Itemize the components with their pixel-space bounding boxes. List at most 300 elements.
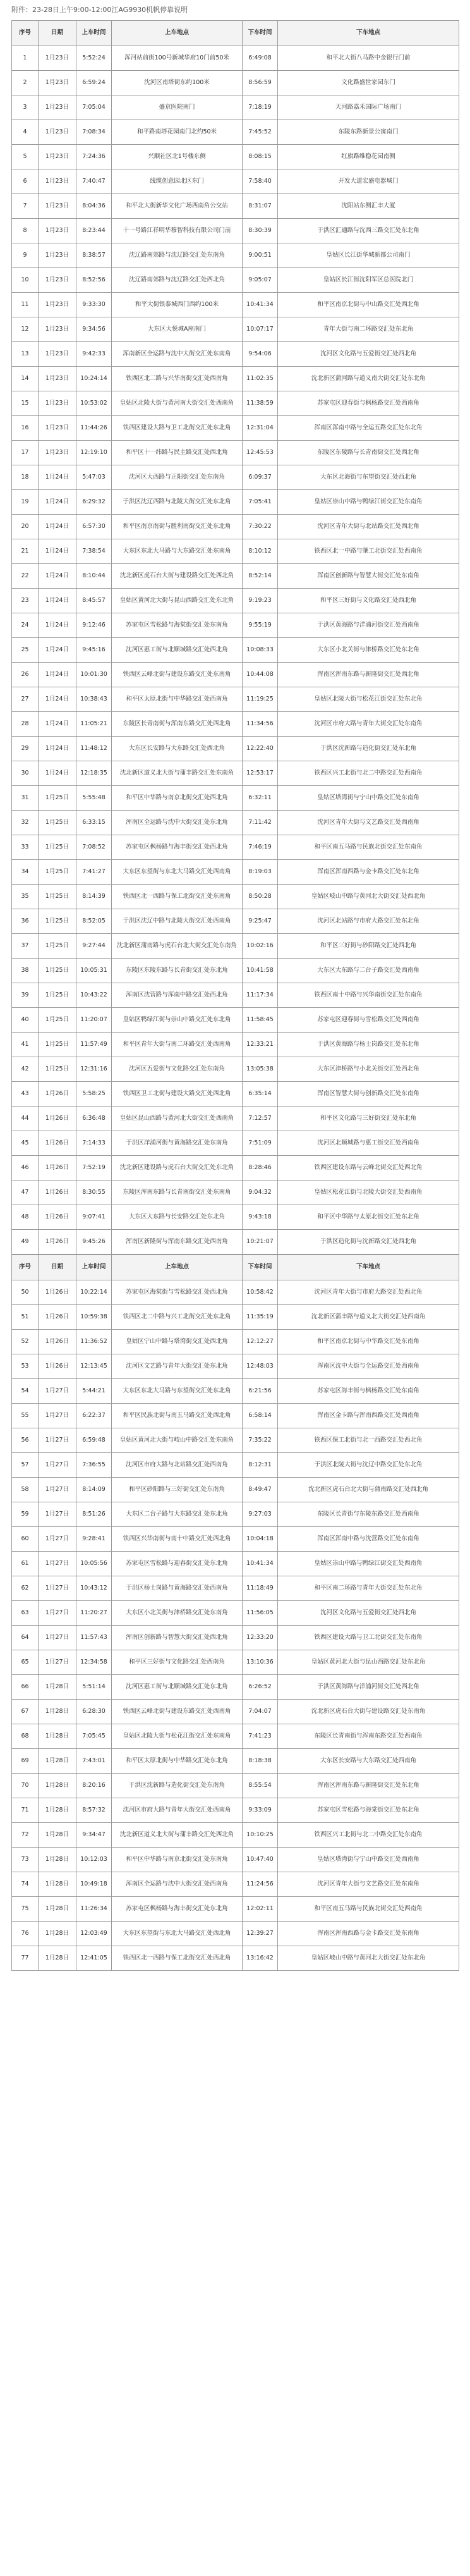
table-row	[12, 46, 459, 71]
cell-alight-location: 于洪区沈新路与造化街交汇处东北角	[278, 737, 459, 761]
cell-board-location: 大东区东望街与东北大马路交汇处西北角	[112, 1922, 243, 1946]
cell-alight-time: 11:19:25	[243, 687, 278, 712]
cell-date: 1月26日	[39, 1156, 76, 1181]
cell-board-location: 皇姑区黄河北大街与岐山中路交汇处东南角	[112, 1428, 243, 1453]
header-date: 日期	[39, 21, 76, 46]
cell-alight-time: 7:05:41	[243, 490, 278, 515]
cell-alight-time: 10:41:34	[243, 293, 278, 317]
table-row	[12, 1033, 459, 1057]
cell-date: 1月24日	[39, 515, 76, 539]
cell-board-location: 苏家屯区海棠街与雪松路交汇处西北角	[112, 1280, 243, 1305]
cell-index: 11	[12, 293, 39, 317]
cell-date: 1月28日	[39, 1823, 76, 1848]
cell-board-location: 浑南区创新路与智慧大街交汇处西北角	[112, 1626, 243, 1650]
cell-date: 1月24日	[39, 490, 76, 515]
cell-board-location: 苏家屯区枫杨路与海丰街交汇处西北角	[112, 835, 243, 860]
cell-alight-time: 8:30:39	[243, 219, 278, 243]
cell-alight-location: 铁西区保工北街与北一西路交汇处西北角	[278, 1428, 459, 1453]
cell-index: 70	[12, 1774, 39, 1798]
cell-alight-time: 7:04:07	[243, 1700, 278, 1724]
cell-date: 1月28日	[39, 1922, 76, 1946]
cell-alight-time: 12:45:53	[243, 441, 278, 465]
cell-alight-time: 8:50:28	[243, 885, 278, 909]
cell-index: 51	[12, 1305, 39, 1330]
header-alight-location: 下车地点	[278, 21, 459, 46]
cell-board-location: 沈河区五爱街与文化路交汇处东南角	[112, 1057, 243, 1082]
cell-alight-location: 和平区中华路与太原北街交汇处东北角	[278, 1205, 459, 1230]
cell-date: 1月23日	[39, 95, 76, 120]
table-row	[12, 1230, 459, 1254]
cell-board-location: 大东区大悦城A座南门	[112, 317, 243, 342]
cell-board-location: 东陵区浑南东路与长青南街交汇处东南角	[112, 1181, 243, 1205]
table-row	[12, 589, 459, 613]
cell-index: 40	[12, 1008, 39, 1033]
cell-board-time: 9:34:56	[76, 317, 112, 342]
cell-alight-time: 10:41:58	[243, 959, 278, 983]
cell-index: 69	[12, 1749, 39, 1774]
cell-alight-location: 和平区三好街与文化路交汇处西北角	[278, 589, 459, 613]
cell-board-time: 12:13:45	[76, 1354, 112, 1379]
cell-date: 1月23日	[39, 391, 76, 416]
cell-board-time: 9:33:30	[76, 293, 112, 317]
cell-alight-location: 于洪区黄海路与杨士岗路交汇处东北角	[278, 1033, 459, 1057]
cell-board-time: 9:34:47	[76, 1823, 112, 1848]
table-row	[12, 860, 459, 885]
cell-alight-location: 青年大街与南二环路交汇处东北角	[278, 317, 459, 342]
cell-board-time: 9:28:41	[76, 1527, 112, 1552]
cell-alight-location: 大东区长安路与大东路交汇处西南角	[278, 1749, 459, 1774]
cell-alight-location: 浑南区浑南中路与沈营路交汇处东南角	[278, 1527, 459, 1552]
cell-index: 54	[12, 1379, 39, 1404]
cell-alight-location: 浑南区浑南西路与金卡路交汇处东北角	[278, 860, 459, 885]
cell-date: 1月26日	[39, 1107, 76, 1131]
table-row	[12, 786, 459, 811]
cell-date: 1月24日	[39, 589, 76, 613]
cell-date: 1月28日	[39, 1897, 76, 1922]
cell-alight-location: 浑南区金卡路与浑南西路交汇处西南角	[278, 1404, 459, 1428]
table-row	[12, 1082, 459, 1107]
cell-alight-location: 浑南区浑南东路与新隆街交汇处东北角	[278, 1774, 459, 1798]
cell-board-time: 8:14:39	[76, 885, 112, 909]
cell-index: 42	[12, 1057, 39, 1082]
cell-alight-time: 11:02:35	[243, 367, 278, 391]
cell-board-location: 铁西区北一西路与保工北街交汇处西北角	[112, 1946, 243, 1971]
cell-board-location: 沈河区惠工街与北顺城路交汇处西北角	[112, 638, 243, 663]
cell-alight-time: 13:16:42	[243, 1946, 278, 1971]
cell-board-time: 10:05:56	[76, 1552, 112, 1576]
table-row	[12, 1404, 459, 1428]
cell-date: 1月27日	[39, 1379, 76, 1404]
cell-board-time: 12:31:16	[76, 1057, 112, 1082]
cell-board-time: 9:45:16	[76, 638, 112, 663]
cell-alight-location: 沈北新区虎石台北大街与蒲南路交汇处西北角	[278, 1478, 459, 1502]
cell-index: 10	[12, 268, 39, 293]
cell-date: 1月27日	[39, 1502, 76, 1527]
cell-alight-time: 12:53:17	[243, 761, 278, 786]
table-row	[12, 1527, 459, 1552]
cell-index: 32	[12, 811, 39, 835]
table-row	[12, 687, 459, 712]
cell-index: 23	[12, 589, 39, 613]
cell-board-location: 和平区太原北街与中华路交汇处东北角	[112, 1749, 243, 1774]
cell-board-location: 皇姑区昆山西路与黄河北大街交汇处西南角	[112, 1107, 243, 1131]
cell-board-time: 10:24:14	[76, 367, 112, 391]
cell-alight-location: 东陵区东陵路与长青南街交汇处西北角	[278, 441, 459, 465]
cell-alight-location: 东陵东路新景公寓南门	[278, 120, 459, 145]
table-row	[12, 1453, 459, 1478]
cell-index: 18	[12, 465, 39, 490]
cell-board-location: 苏家屯区枫杨路与海丰街交汇处东北角	[112, 1897, 243, 1922]
table-row	[12, 1008, 459, 1033]
cell-board-time: 11:20:27	[76, 1601, 112, 1626]
cell-alight-time: 10:10:25	[243, 1823, 278, 1848]
cell-board-location: 沈河区文艺路与青年大街交汇处东北角	[112, 1354, 243, 1379]
cell-index: 26	[12, 663, 39, 687]
cell-date: 1月23日	[39, 46, 76, 71]
table-row	[12, 737, 459, 761]
cell-alight-location: 浑南区浑南西路与金卡路交汇处东南角	[278, 1922, 459, 1946]
table-row	[12, 1205, 459, 1230]
table-row	[12, 268, 459, 293]
cell-date: 1月25日	[39, 959, 76, 983]
header-board-time: 上车时间	[76, 21, 112, 46]
cell-date: 1月27日	[39, 1626, 76, 1650]
cell-board-time: 10:59:38	[76, 1305, 112, 1330]
cell-date: 1月23日	[39, 441, 76, 465]
cell-alight-location: 浑南区浑南中路与全运五路交汇处东北角	[278, 416, 459, 441]
cell-board-time: 6:59:48	[76, 1428, 112, 1453]
cell-board-time: 8:52:05	[76, 909, 112, 934]
table-row	[12, 169, 459, 194]
cell-date: 1月24日	[39, 613, 76, 638]
cell-index: 41	[12, 1033, 39, 1057]
cell-date: 1月23日	[39, 243, 76, 268]
table-row	[12, 1057, 459, 1082]
cell-date: 1月24日	[39, 737, 76, 761]
cell-alight-location: 和平区三好街与砂阳路交汇处西北角	[278, 934, 459, 959]
cell-date: 1月24日	[39, 761, 76, 786]
table-row	[12, 71, 459, 95]
cell-alight-location: 沈北新区蒲丰路与道义北大街交汇处西南角	[278, 1305, 459, 1330]
cell-date: 1月26日	[39, 1181, 76, 1205]
cell-board-time: 7:40:47	[76, 169, 112, 194]
cell-index: 36	[12, 909, 39, 934]
cell-board-time: 10:53:02	[76, 391, 112, 416]
cell-date: 1月25日	[39, 1008, 76, 1033]
cell-board-time: 10:38:43	[76, 687, 112, 712]
cell-index: 21	[12, 539, 39, 564]
table-row	[12, 1897, 459, 1922]
cell-index: 13	[12, 342, 39, 367]
cell-board-location: 大东区小北关街与津桥路交汇处东南角	[112, 1601, 243, 1626]
cell-alight-location: 沈河区市府大路与青年大街交汇处东南角	[278, 712, 459, 737]
cell-date: 1月24日	[39, 663, 76, 687]
cell-date: 1月28日	[39, 1724, 76, 1749]
cell-board-location: 沈河区大西路与正阳街交汇处东南角	[112, 465, 243, 490]
cell-index: 44	[12, 1107, 39, 1131]
cell-board-location: 沈北新区建设路与虎石台大街交汇处东北角	[112, 1156, 243, 1181]
cell-alight-time: 6:21:56	[243, 1379, 278, 1404]
cell-board-time: 9:42:33	[76, 342, 112, 367]
cell-board-time: 11:26:34	[76, 1897, 112, 1922]
cell-alight-time: 10:58:42	[243, 1280, 278, 1305]
table-row	[12, 490, 459, 515]
table-row	[12, 1724, 459, 1749]
cell-alight-time: 6:09:37	[243, 465, 278, 490]
cell-date: 1月27日	[39, 1650, 76, 1675]
cell-board-location: 线缆创意园北区东门	[112, 169, 243, 194]
cell-alight-location: 铁西区建设东路与云峰北街交汇处西北角	[278, 1156, 459, 1181]
cell-alight-time: 10:41:34	[243, 1552, 278, 1576]
cell-alight-time: 10:21:07	[243, 1230, 278, 1254]
cell-board-location: 大东区大东路与长安路交汇处东北角	[112, 1205, 243, 1230]
cell-board-time: 11:05:21	[76, 712, 112, 737]
cell-alight-location: 于洪区黄海路与洋浦河街交汇处西北角	[278, 1675, 459, 1700]
cell-alight-location: 沈河区北顺城路与惠工街交汇处西南角	[278, 1131, 459, 1156]
cell-board-location: 苏家屯区雪松路与迎春街交汇处东北角	[112, 1552, 243, 1576]
cell-alight-time: 8:08:15	[243, 145, 278, 169]
cell-alight-location: 开发大道宏盛电器城门	[278, 169, 459, 194]
cell-index: 57	[12, 1453, 39, 1478]
cell-date: 1月28日	[39, 1798, 76, 1823]
cell-alight-time: 9:00:51	[243, 243, 278, 268]
table-row	[12, 391, 459, 416]
table-row	[12, 1552, 459, 1576]
cell-board-time: 10:43:22	[76, 983, 112, 1008]
cell-board-location: 和平区中华路与南京北街交汇处东南角	[112, 1848, 243, 1872]
cell-board-time: 7:43:01	[76, 1749, 112, 1774]
cell-alight-location: 皇姑区松花江街与北陵大街交汇处西南角	[278, 1181, 459, 1205]
cell-alight-location: 大东区津桥路与小北关街交汇处西北角	[278, 1057, 459, 1082]
cell-index: 28	[12, 712, 39, 737]
cell-board-time: 6:29:32	[76, 490, 112, 515]
table-row	[12, 663, 459, 687]
cell-index: 2	[12, 71, 39, 95]
cell-board-time: 7:05:45	[76, 1724, 112, 1749]
cell-board-location: 大东区东北大马路与大东路交汇处东南角	[112, 539, 243, 564]
cell-alight-time: 7:41:23	[243, 1724, 278, 1749]
cell-index: 74	[12, 1872, 39, 1897]
table-row	[12, 1650, 459, 1675]
cell-alight-location: 大东区北海街与东望街交汇处西北角	[278, 465, 459, 490]
cell-date: 1月25日	[39, 1057, 76, 1082]
cell-date: 1月26日	[39, 1305, 76, 1330]
cell-alight-time: 9:25:47	[243, 909, 278, 934]
cell-date: 1月23日	[39, 145, 76, 169]
header-date: 日期	[39, 1255, 76, 1280]
cell-alight-time: 9:54:06	[243, 342, 278, 367]
cell-alight-time: 6:32:11	[243, 786, 278, 811]
cell-board-time: 8:23:44	[76, 219, 112, 243]
cell-alight-location: 东陵区长青街与东陵东路交汇处西南角	[278, 1502, 459, 1527]
cell-index: 35	[12, 885, 39, 909]
cell-date: 1月25日	[39, 786, 76, 811]
cell-board-location: 沈河区南塔街东约100米	[112, 71, 243, 95]
cell-index: 33	[12, 835, 39, 860]
table-row	[12, 1700, 459, 1724]
cell-date: 1月26日	[39, 1330, 76, 1354]
cell-board-time: 7:52:19	[76, 1156, 112, 1181]
cell-alight-time: 12:33:20	[243, 1626, 278, 1650]
cell-date: 1月24日	[39, 564, 76, 589]
cell-alight-time: 8:12:31	[243, 1453, 278, 1478]
cell-index: 24	[12, 613, 39, 638]
cell-alight-location: 和平北大街八马路中金银行门前	[278, 46, 459, 71]
cell-index: 61	[12, 1552, 39, 1576]
table-row	[12, 441, 459, 465]
cell-board-location: 大东区长安路与大东路交汇处西北角	[112, 737, 243, 761]
cell-date: 1月27日	[39, 1453, 76, 1478]
cell-board-time: 8:04:36	[76, 194, 112, 219]
table-row	[12, 1354, 459, 1379]
table-row	[12, 934, 459, 959]
cell-board-location: 大东区东北大马路与东望街交汇处东北角	[112, 1379, 243, 1404]
cell-board-location: 和平区太原北街与中华路交汇处西南角	[112, 687, 243, 712]
cell-board-time: 11:57:43	[76, 1626, 112, 1650]
table-row	[12, 1675, 459, 1700]
table-row	[12, 1280, 459, 1305]
cell-board-time: 12:19:10	[76, 441, 112, 465]
cell-board-time: 11:48:12	[76, 737, 112, 761]
cell-alight-time: 9:27:03	[243, 1502, 278, 1527]
cell-index: 66	[12, 1675, 39, 1700]
cell-board-time: 8:38:57	[76, 243, 112, 268]
cell-board-location: 盛京医院南门	[112, 95, 243, 120]
cell-alight-time: 10:44:08	[243, 663, 278, 687]
cell-alight-location: 皇姑区岐山中路与黄河北大街交汇处西北角	[278, 885, 459, 909]
table-row	[12, 1922, 459, 1946]
cell-index: 17	[12, 441, 39, 465]
table-row	[12, 1305, 459, 1330]
cell-alight-time: 13:10:36	[243, 1650, 278, 1675]
cell-board-location: 兴顺社区北1号楼东侧	[112, 145, 243, 169]
table-row	[12, 1823, 459, 1848]
cell-alight-time: 9:05:07	[243, 268, 278, 293]
cell-board-location: 和平区中华路与南京北街交汇处西北角	[112, 786, 243, 811]
cell-alight-time: 9:43:18	[243, 1205, 278, 1230]
cell-board-time: 9:07:41	[76, 1205, 112, 1230]
cell-alight-location: 浑南区浑南东路与新隆街交汇处西北角	[278, 663, 459, 687]
cell-board-time: 8:57:32	[76, 1798, 112, 1823]
cell-board-location: 沈河区惠工街与北顺城路交汇处东北角	[112, 1675, 243, 1700]
cell-alight-location: 皇姑区长江街沈阳军区总医院北门	[278, 268, 459, 293]
cell-alight-location: 皇姑区岐山中路与黄河北大街交汇处东北角	[278, 1946, 459, 1971]
table-header-row	[12, 1255, 459, 1280]
cell-alight-time: 13:05:38	[243, 1057, 278, 1082]
cell-alight-time: 10:02:16	[243, 934, 278, 959]
cell-board-location: 东陵区东陵东路与长青街交汇处东北角	[112, 959, 243, 983]
cell-date: 1月23日	[39, 194, 76, 219]
cell-date: 1月27日	[39, 1527, 76, 1552]
header-alight-location: 下车地点	[278, 1255, 459, 1280]
cell-index: 1	[12, 46, 39, 71]
cell-date: 1月23日	[39, 367, 76, 391]
cell-alight-location: 于洪区北陵大街与沈辽中路交汇处东北角	[278, 1453, 459, 1478]
cell-alight-time: 11:24:56	[243, 1872, 278, 1897]
cell-board-location: 浑南新区全运路与沈中大街交汇处东南角	[112, 342, 243, 367]
cell-alight-location: 文化路盛世家园东门	[278, 71, 459, 95]
cell-index: 5	[12, 145, 39, 169]
cell-index: 25	[12, 638, 39, 663]
cell-board-location: 和平区十一纬路与民主路交汇处西北角	[112, 441, 243, 465]
header-alight-time: 下车时间	[243, 1255, 278, 1280]
cell-alight-location: 铁西区建设大路与卫工北街交汇处东南角	[278, 1626, 459, 1650]
cell-date: 1月23日	[39, 416, 76, 441]
table-row	[12, 1478, 459, 1502]
header-index: 序号	[12, 1255, 39, 1280]
cell-board-time: 9:27:44	[76, 934, 112, 959]
cell-index: 46	[12, 1156, 39, 1181]
cell-board-location: 和平区青年大街与南二环路交汇处西南角	[112, 1033, 243, 1057]
cell-alight-location: 于洪区黄海路与洋浦河街交汇处西南角	[278, 613, 459, 638]
cell-date: 1月23日	[39, 120, 76, 145]
cell-date: 1月25日	[39, 909, 76, 934]
cell-alight-location: 皇姑区崇山中路与鸭绿江街交汇处西南角	[278, 1552, 459, 1576]
cell-date: 1月27日	[39, 1601, 76, 1626]
table-row	[12, 885, 459, 909]
cell-alight-time: 9:33:09	[243, 1798, 278, 1823]
cell-board-location: 和平区三好街与文化路交汇处西南角	[112, 1650, 243, 1675]
cell-alight-location: 苏家屯区雪松路与海棠街交汇处东北角	[278, 1798, 459, 1823]
cell-alight-location: 沈阳站东侧汇丰大厦	[278, 194, 459, 219]
table-row	[12, 1330, 459, 1354]
cell-alight-time: 6:49:08	[243, 46, 278, 71]
header-board-time: 上车时间	[76, 1255, 112, 1280]
cell-alight-location: 浑南区沈中大街与全运路交汇处西南角	[278, 1354, 459, 1379]
cell-date: 1月26日	[39, 1205, 76, 1230]
table-row	[12, 1379, 459, 1404]
cell-index: 38	[12, 959, 39, 983]
cell-date: 1月25日	[39, 934, 76, 959]
cell-alight-time: 9:55:19	[243, 613, 278, 638]
cell-index: 12	[12, 317, 39, 342]
cell-alight-location: 和平区南五马路与民族北街交汇处西南角	[278, 1897, 459, 1922]
cell-index: 27	[12, 687, 39, 712]
cell-index: 63	[12, 1601, 39, 1626]
cell-alight-location: 沈河区文化路与五爱街交汇处西北角	[278, 1601, 459, 1626]
table-row	[12, 638, 459, 663]
cell-alight-time: 7:45:52	[243, 120, 278, 145]
cell-board-location: 皇姑区北陵大街与黄河南大街交汇处西南角	[112, 391, 243, 416]
cell-board-time: 11:20:07	[76, 1008, 112, 1033]
cell-index: 29	[12, 737, 39, 761]
table-row	[12, 761, 459, 786]
cell-alight-time: 11:56:05	[243, 1601, 278, 1626]
cell-alight-location: 沈北新区蒲河路与道义南大街交汇处东北角	[278, 367, 459, 391]
document-caption: 附件：23-28日上午9:00-12:00江AG9930机帆停靠说明	[11, 6, 188, 14]
cell-alight-location: 沈河区青年大街与市府大路交汇处西北角	[278, 1280, 459, 1305]
cell-alight-location: 和平区南京北街与中山路交汇处西北角	[278, 293, 459, 317]
cell-board-location: 沈北新区虎石台大街与建设路交汇处西北角	[112, 564, 243, 589]
cell-index: 77	[12, 1946, 39, 1971]
table-row	[12, 959, 459, 983]
cell-board-time: 7:05:04	[76, 95, 112, 120]
table-row	[12, 1798, 459, 1823]
cell-date: 1月25日	[39, 835, 76, 860]
cell-date: 1月23日	[39, 342, 76, 367]
cell-index: 72	[12, 1823, 39, 1848]
cell-date: 1月23日	[39, 268, 76, 293]
cell-board-location: 铁西区云峰北街与建设东路交汇处东南角	[112, 663, 243, 687]
cell-alight-location: 沈北新区虎石台大街与建设路交汇处东南角	[278, 1700, 459, 1724]
cell-alight-time: 7:12:57	[243, 1107, 278, 1131]
cell-board-time: 8:20:16	[76, 1774, 112, 1798]
cell-alight-location: 沈河区青年大街与北站路交汇处西北角	[278, 515, 459, 539]
cell-alight-time: 7:58:40	[243, 169, 278, 194]
cell-alight-location: 皇姑区塔湾街与宁山中路交汇处东南角	[278, 786, 459, 811]
cell-date: 1月25日	[39, 811, 76, 835]
cell-board-location: 大东区东望街与东北大马路交汇处西南角	[112, 860, 243, 885]
